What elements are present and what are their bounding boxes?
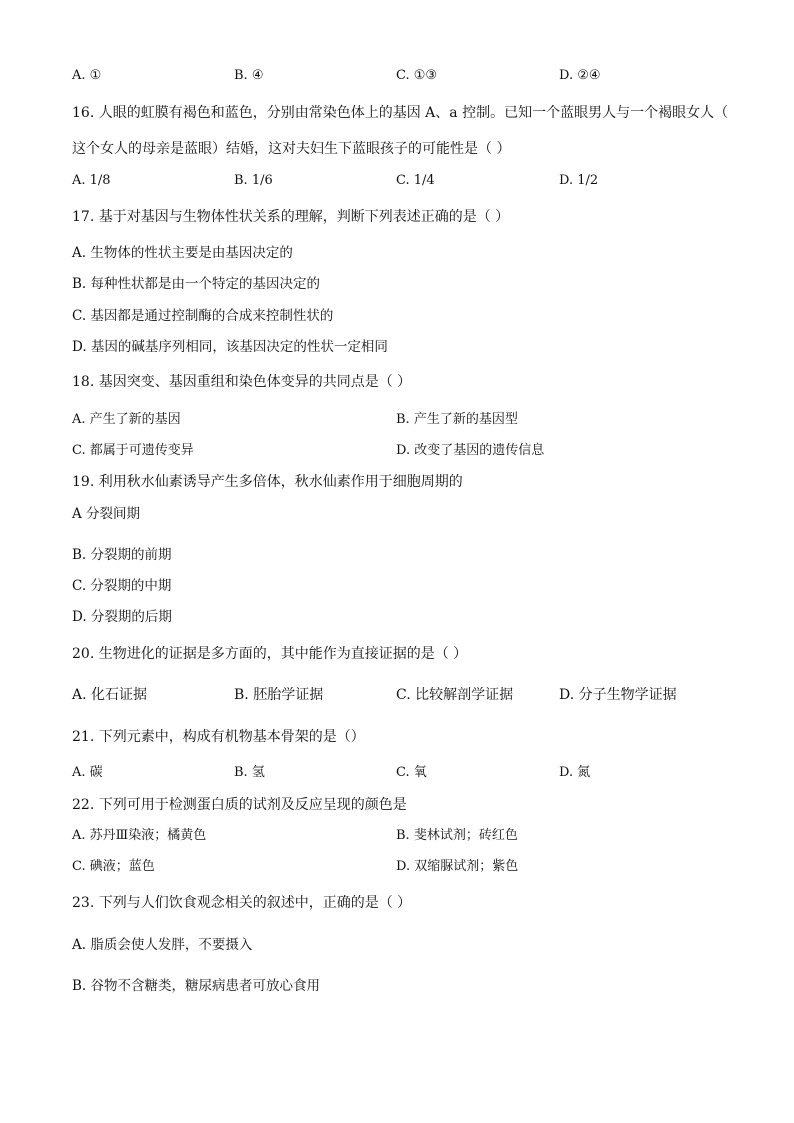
q17-option-b: B. 每种性状都是由一个特定的基因决定的: [72, 276, 321, 292]
q18-option-a: A. 产生了新的基因: [72, 412, 181, 427]
q15-option-b: B. ④: [234, 68, 264, 83]
q16-option-b: B. 1/6: [234, 173, 273, 188]
q20-option-d: D. 分子生物学证据: [559, 687, 677, 703]
q16-option-c: C. 1/4: [396, 173, 435, 188]
q18-option-c: C. 都属于可遗传变异: [72, 443, 194, 458]
q20-option-a: A. 化石证据: [72, 687, 148, 703]
q23-option-a: A. 脂质会使人发胖，不要摄入: [72, 937, 253, 953]
q19-option-a: A 分裂间期: [72, 506, 141, 522]
q22-option-d: D. 双缩脲试剂；紫色: [396, 859, 519, 874]
q21-stem: 21. 下列元素中，构成有机物基本骨架的是（）: [72, 729, 365, 745]
q22-option-c: C. 碘液；蓝色: [72, 859, 155, 874]
q17-stem: 17. 基于对基因与生物体性状关系的理解，判断下列表述正确的是（ ）: [72, 209, 510, 225]
q21-option-a: A. 碳: [72, 765, 103, 780]
q22-option-a: A. 苏丹Ⅲ染液；橘黄色: [72, 828, 207, 843]
q22-stem: 22. 下列可用于检测蛋白质的试剂及反应呈现的颜色是: [72, 797, 407, 813]
q16-option-d: D. 1/2: [559, 173, 599, 188]
q17-option-c: C. 基因都是通过控制酶的合成来控制性状的: [72, 308, 334, 324]
q21-option-b: B. 氢: [234, 765, 265, 780]
q16-option-a: A. 1/8: [72, 173, 111, 188]
q16-stem-line2: 这个女人的母亲是蓝眼）结婚，这对夫妇生下蓝眼孩子的可能性是（ ）: [72, 141, 511, 157]
q18-option-d: D. 改变了基因的遗传信息: [396, 443, 545, 458]
q18-option-b: B. 产生了新的基因型: [396, 412, 518, 427]
q15-option-c: C. ①③: [396, 68, 438, 83]
q20-stem: 20. 生物进化的证据是多方面的，其中能作为直接证据的是（ ）: [72, 646, 468, 662]
q22-option-b: B. 斐林试剂；砖红色: [396, 828, 518, 843]
q20-option-b: B. 胚胎学证据: [234, 687, 324, 703]
q16-stem-line1: 16. 人眼的虹膜有褐色和蓝色，分别由常染色体上的基因 A、a 控制。已知一个蓝眼男人与一个褐眼女人（: [72, 105, 729, 121]
q15-option-d: D. ②④: [559, 68, 601, 83]
q19-option-b: B. 分裂期的前期: [72, 547, 172, 563]
q17-option-a: A. 生物体的性状主要是由基因决定的: [72, 245, 293, 261]
q17-option-d: D. 基因的碱基序列相同，该基因决定的性状一定相同: [72, 339, 388, 355]
q23-option-b: B. 谷物不含糖类，糖尿病患者可放心食用: [72, 978, 321, 994]
q19-option-d: D. 分裂期的后期: [72, 609, 172, 625]
q20-option-c: C. 比较解剖学证据: [396, 687, 514, 703]
q21-option-d: D. 氮: [559, 765, 591, 780]
q23-stem: 23. 下列与人们饮食观念相关的叙述中，正确的是（ ）: [72, 895, 412, 911]
q19-stem: 19. 利用秋水仙素诱导产生多倍体，秋水仙素作用于细胞周期的: [72, 474, 463, 490]
q19-option-c: C. 分裂期的中期: [72, 578, 172, 594]
q15-option-a: A. ①: [72, 68, 102, 83]
q21-option-c: C. 氧: [396, 765, 427, 780]
q18-stem: 18. 基因突变、基因重组和染色体变异的共同点是（ ）: [72, 374, 412, 390]
